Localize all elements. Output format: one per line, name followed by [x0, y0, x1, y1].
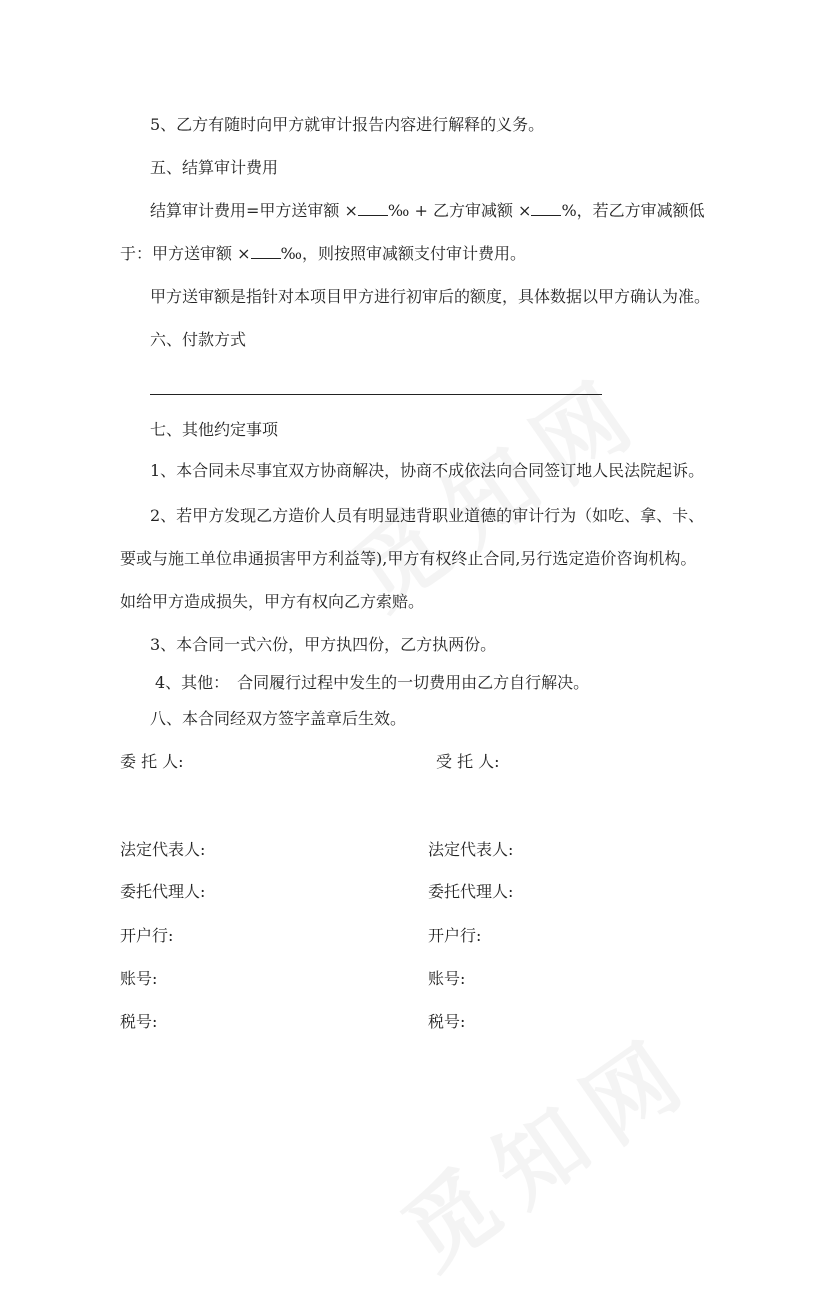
contractor-account-label: 账号: [428, 969, 466, 988]
blank-field[interactable] [358, 201, 388, 216]
contractor-agent-label: 委托代理人: [428, 882, 514, 901]
contractor-bank-label: 开户行: [428, 926, 482, 945]
payment-blank-line [150, 394, 602, 395]
other-item-2-cont: 如给甲方造成损失，甲方有权向乙方索赔。 [120, 592, 425, 611]
fee-formula-part: ‰ + 乙方审减额 × [387, 201, 532, 220]
fee-formula-part: ‰，则按照审减额支付审计费用。 [280, 244, 526, 263]
client-agent-label: 委托代理人: [120, 882, 206, 901]
client-account-label: 账号: [120, 969, 158, 988]
contractor-legal-rep-label: 法定代表人: [428, 840, 514, 859]
blank-field[interactable] [251, 244, 281, 259]
clause-5: 5、乙方有随时向甲方就审计报告内容进行解释的义务。 [150, 115, 545, 134]
contractor-tax-label: 税号: [428, 1012, 466, 1031]
blank-field[interactable] [531, 201, 561, 216]
other-item-2-cont: 要或与施工单位串通损害甲方利益等),甲方有权终止合同,另行选定造价咨询机构。 [120, 549, 697, 568]
contractor-label: 受 托 人: [436, 752, 500, 771]
fee-formula-part: 结算审计费用=甲方送审额 × [150, 201, 358, 220]
other-item-1: 1、本合同未尽事宜双方协商解决，协商不成依法向合同签订地人民法院起诉。 [150, 461, 705, 480]
section-heading-8: 八、本合同经双方签字盖章后生效。 [150, 709, 407, 728]
other-item-3: 3、本合同一式六份，甲方执四份，乙方执两份。 [150, 635, 497, 654]
fee-formula [150, 201, 705, 221]
section-heading-6: 六、付款方式 [150, 330, 247, 349]
other-item-2: 2、若甲方发现乙方造价人员有明显违背职业道德的审计行为（如吃、拿、卡、 [150, 506, 705, 525]
watermark [323, 337, 668, 633]
client-tax-label: 税号: [120, 1012, 158, 1031]
other-item-4: 4、其他： 合同履行过程中发生的一切费用由乙方自行解决。 [155, 673, 590, 692]
client-legal-rep-label: 法定代表人: [120, 840, 206, 859]
section-heading-7: 七、其他约定事项 [150, 420, 279, 439]
client-bank-label: 开户行: [120, 926, 174, 945]
client-label: 委 托 人: [120, 752, 184, 771]
watermark [373, 997, 718, 1293]
section-heading-5: 五、结算审计费用 [150, 158, 279, 177]
fee-note: 甲方送审额是指针对本项目甲方进行初审后的额度，具体数据以甲方确认为准。 [150, 287, 711, 306]
fee-formula-cont [120, 244, 526, 264]
fee-formula-part: %，若乙方审减额低 [561, 201, 705, 220]
fee-formula-part: 于：甲方送审额 × [120, 244, 251, 263]
